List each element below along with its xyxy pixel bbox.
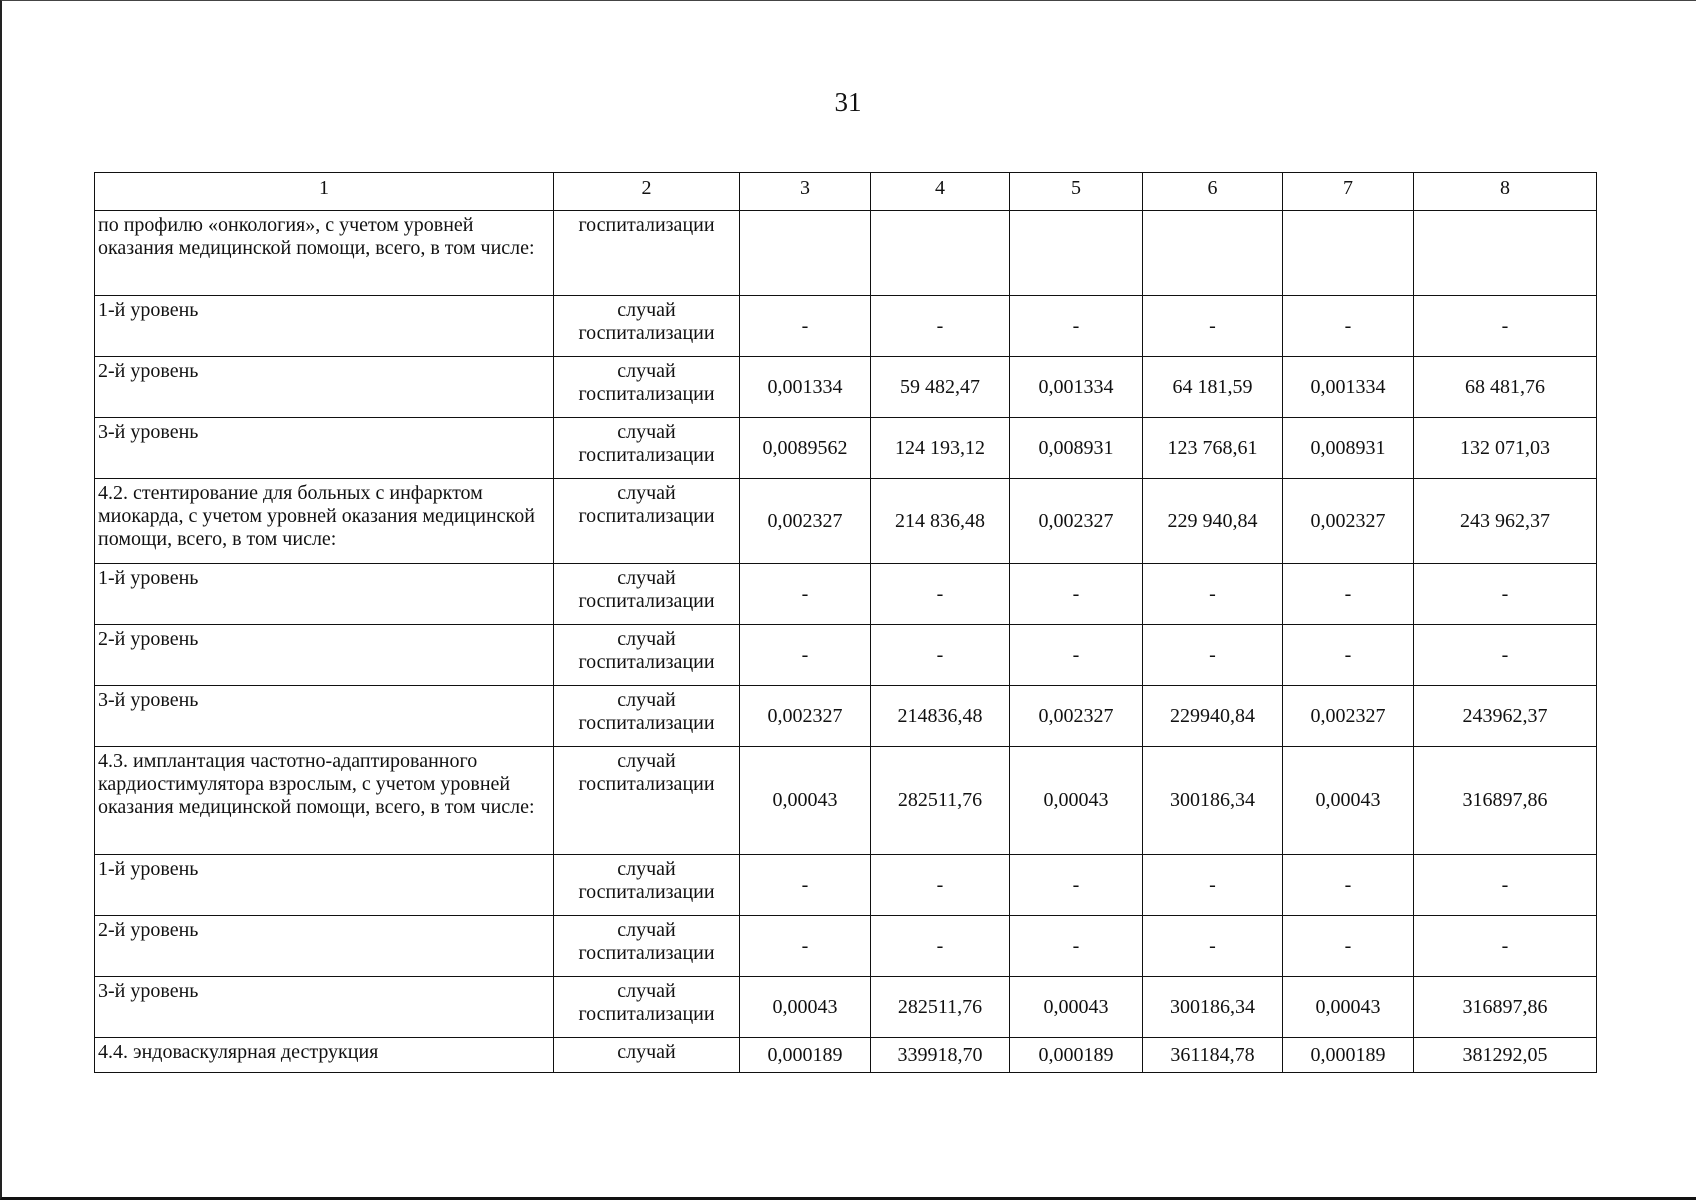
table-row <box>95 296 1597 357</box>
value-cell: 0,008931 <box>1010 418 1143 479</box>
unit-cell: случай госпитализации <box>554 916 740 977</box>
column-number: 5 <box>1010 173 1143 211</box>
unit-cell: случай госпитализации <box>554 479 740 564</box>
value-cell: 229 940,84 <box>1143 479 1283 564</box>
value-cell: 0,002327 <box>1283 686 1414 747</box>
value-cell: 0,002327 <box>740 479 871 564</box>
column-number: 1 <box>95 173 554 211</box>
column-number: 7 <box>1283 173 1414 211</box>
value-cell: - <box>1283 916 1414 977</box>
value-cell <box>1143 211 1283 296</box>
value-cell: - <box>871 296 1010 357</box>
value-cell: - <box>1283 625 1414 686</box>
value-cell: - <box>1143 625 1283 686</box>
row-name-cell: 4.4. эндоваскулярная деструкция <box>95 1038 554 1073</box>
table-row <box>95 855 1597 916</box>
value-cell: - <box>1414 916 1597 977</box>
table-row <box>95 418 1597 479</box>
value-cell: 0,002327 <box>1010 686 1143 747</box>
value-cell: 229940,84 <box>1143 686 1283 747</box>
value-cell: - <box>1010 855 1143 916</box>
value-cell <box>1283 211 1414 296</box>
value-cell: 123 768,61 <box>1143 418 1283 479</box>
value-cell: - <box>740 296 871 357</box>
value-cell: 243962,37 <box>1414 686 1597 747</box>
value-cell: - <box>1010 916 1143 977</box>
value-cell: 300186,34 <box>1143 747 1283 855</box>
value-cell: - <box>1010 564 1143 625</box>
value-cell: 68 481,76 <box>1414 357 1597 418</box>
value-cell: 0,00043 <box>740 747 871 855</box>
value-cell: 282511,76 <box>871 977 1010 1038</box>
unit-cell: случай госпитализации <box>554 296 740 357</box>
value-cell: 0,002327 <box>1283 479 1414 564</box>
value-cell: - <box>740 855 871 916</box>
value-cell: - <box>1283 296 1414 357</box>
value-cell: 243 962,37 <box>1414 479 1597 564</box>
value-cell: 381292,05 <box>1414 1038 1597 1073</box>
value-cell: - <box>1010 296 1143 357</box>
value-cell: 59 482,47 <box>871 357 1010 418</box>
value-cell <box>1010 211 1143 296</box>
tariff-table <box>94 172 1597 1073</box>
value-cell: - <box>1283 564 1414 625</box>
value-cell: 0,00043 <box>740 977 871 1038</box>
value-cell: 214 836,48 <box>871 479 1010 564</box>
value-cell: 339918,70 <box>871 1038 1010 1073</box>
table-row <box>95 916 1597 977</box>
unit-cell: госпитализации <box>554 211 740 296</box>
value-cell: - <box>1143 564 1283 625</box>
value-cell: - <box>871 625 1010 686</box>
value-cell: - <box>871 916 1010 977</box>
value-cell <box>1414 211 1597 296</box>
value-cell <box>871 211 1010 296</box>
value-cell: 282511,76 <box>871 747 1010 855</box>
unit-cell: случай госпитализации <box>554 625 740 686</box>
value-cell: - <box>740 625 871 686</box>
row-name-cell: 2-й уровень <box>95 916 554 977</box>
value-cell: - <box>1283 855 1414 916</box>
table-row <box>95 357 1597 418</box>
row-name-cell: 3-й уровень <box>95 686 554 747</box>
value-cell: 214836,48 <box>871 686 1010 747</box>
table-body <box>95 173 1597 1073</box>
value-cell: 0,0089562 <box>740 418 871 479</box>
value-cell: 0,000189 <box>740 1038 871 1073</box>
value-cell: 300186,34 <box>1143 977 1283 1038</box>
value-cell: 361184,78 <box>1143 1038 1283 1073</box>
unit-cell: случай госпитализации <box>554 564 740 625</box>
value-cell: 0,00043 <box>1283 977 1414 1038</box>
column-number: 8 <box>1414 173 1597 211</box>
unit-cell: случай госпитализации <box>554 855 740 916</box>
table-row <box>95 564 1597 625</box>
table-row <box>95 747 1597 855</box>
value-cell: 0,002327 <box>740 686 871 747</box>
value-cell: 0,001334 <box>1283 357 1414 418</box>
value-cell: 0,000189 <box>1283 1038 1414 1073</box>
value-cell: 0,002327 <box>1010 479 1143 564</box>
row-name-cell: 3-й уровень <box>95 418 554 479</box>
unit-cell: случай госпитализации <box>554 977 740 1038</box>
value-cell: - <box>1414 564 1597 625</box>
value-cell: - <box>871 855 1010 916</box>
row-name-cell: 2-й уровень <box>95 625 554 686</box>
value-cell: - <box>1414 625 1597 686</box>
value-cell: - <box>1414 296 1597 357</box>
row-name-cell: 4.3. имплантация частотно-адаптированного кардиостимулятора взрослым, с учетом уровней оказания медицинской помощи, всего, в том числе: <box>95 747 554 855</box>
value-cell: 0,008931 <box>1283 418 1414 479</box>
value-cell: - <box>740 564 871 625</box>
column-number-header-row <box>95 173 1597 211</box>
row-name-cell: 2-й уровень <box>95 357 554 418</box>
column-number: 4 <box>871 173 1010 211</box>
table-row <box>95 977 1597 1038</box>
table-row <box>95 1038 1597 1073</box>
column-number: 2 <box>554 173 740 211</box>
value-cell: 0,001334 <box>740 357 871 418</box>
column-number: 6 <box>1143 173 1283 211</box>
unit-cell: случай госпитализации <box>554 747 740 855</box>
unit-cell: случай <box>554 1038 740 1073</box>
value-cell: 0,00043 <box>1010 747 1143 855</box>
row-name-cell: 1-й уровень <box>95 296 554 357</box>
value-cell: - <box>1414 855 1597 916</box>
value-cell <box>740 211 871 296</box>
value-cell: - <box>1010 625 1143 686</box>
value-cell: - <box>1143 296 1283 357</box>
value-cell: 132 071,03 <box>1414 418 1597 479</box>
value-cell: - <box>740 916 871 977</box>
unit-cell: случай госпитализации <box>554 357 740 418</box>
unit-cell: случай госпитализации <box>554 418 740 479</box>
unit-cell: случай госпитализации <box>554 686 740 747</box>
row-name-cell: 3-й уровень <box>95 977 554 1038</box>
value-cell: - <box>871 564 1010 625</box>
table-row <box>95 625 1597 686</box>
value-cell: 124 193,12 <box>871 418 1010 479</box>
value-cell: - <box>1143 855 1283 916</box>
row-name-cell: 4.2. стентирование для больных с инфарктом миокарда, с учетом уровней оказания медицинской помощи, всего, в том числе: <box>95 479 554 564</box>
value-cell: 0,00043 <box>1283 747 1414 855</box>
row-name-cell: 1-й уровень <box>95 855 554 916</box>
value-cell: 0,00043 <box>1010 977 1143 1038</box>
value-cell: 64 181,59 <box>1143 357 1283 418</box>
table-row <box>95 479 1597 564</box>
value-cell: - <box>1143 916 1283 977</box>
column-number: 3 <box>740 173 871 211</box>
value-cell: 0,001334 <box>1010 357 1143 418</box>
row-name-cell: 1-й уровень <box>95 564 554 625</box>
row-name-cell: по профилю «онкология», с учетом уровней оказания медицинской помощи, всего, в том числе: <box>95 211 554 296</box>
value-cell: 316897,86 <box>1414 747 1597 855</box>
table-row <box>95 686 1597 747</box>
value-cell: 316897,86 <box>1414 977 1597 1038</box>
page-number: 31 <box>834 87 862 117</box>
table-row <box>95 211 1597 296</box>
value-cell: 0,000189 <box>1010 1038 1143 1073</box>
